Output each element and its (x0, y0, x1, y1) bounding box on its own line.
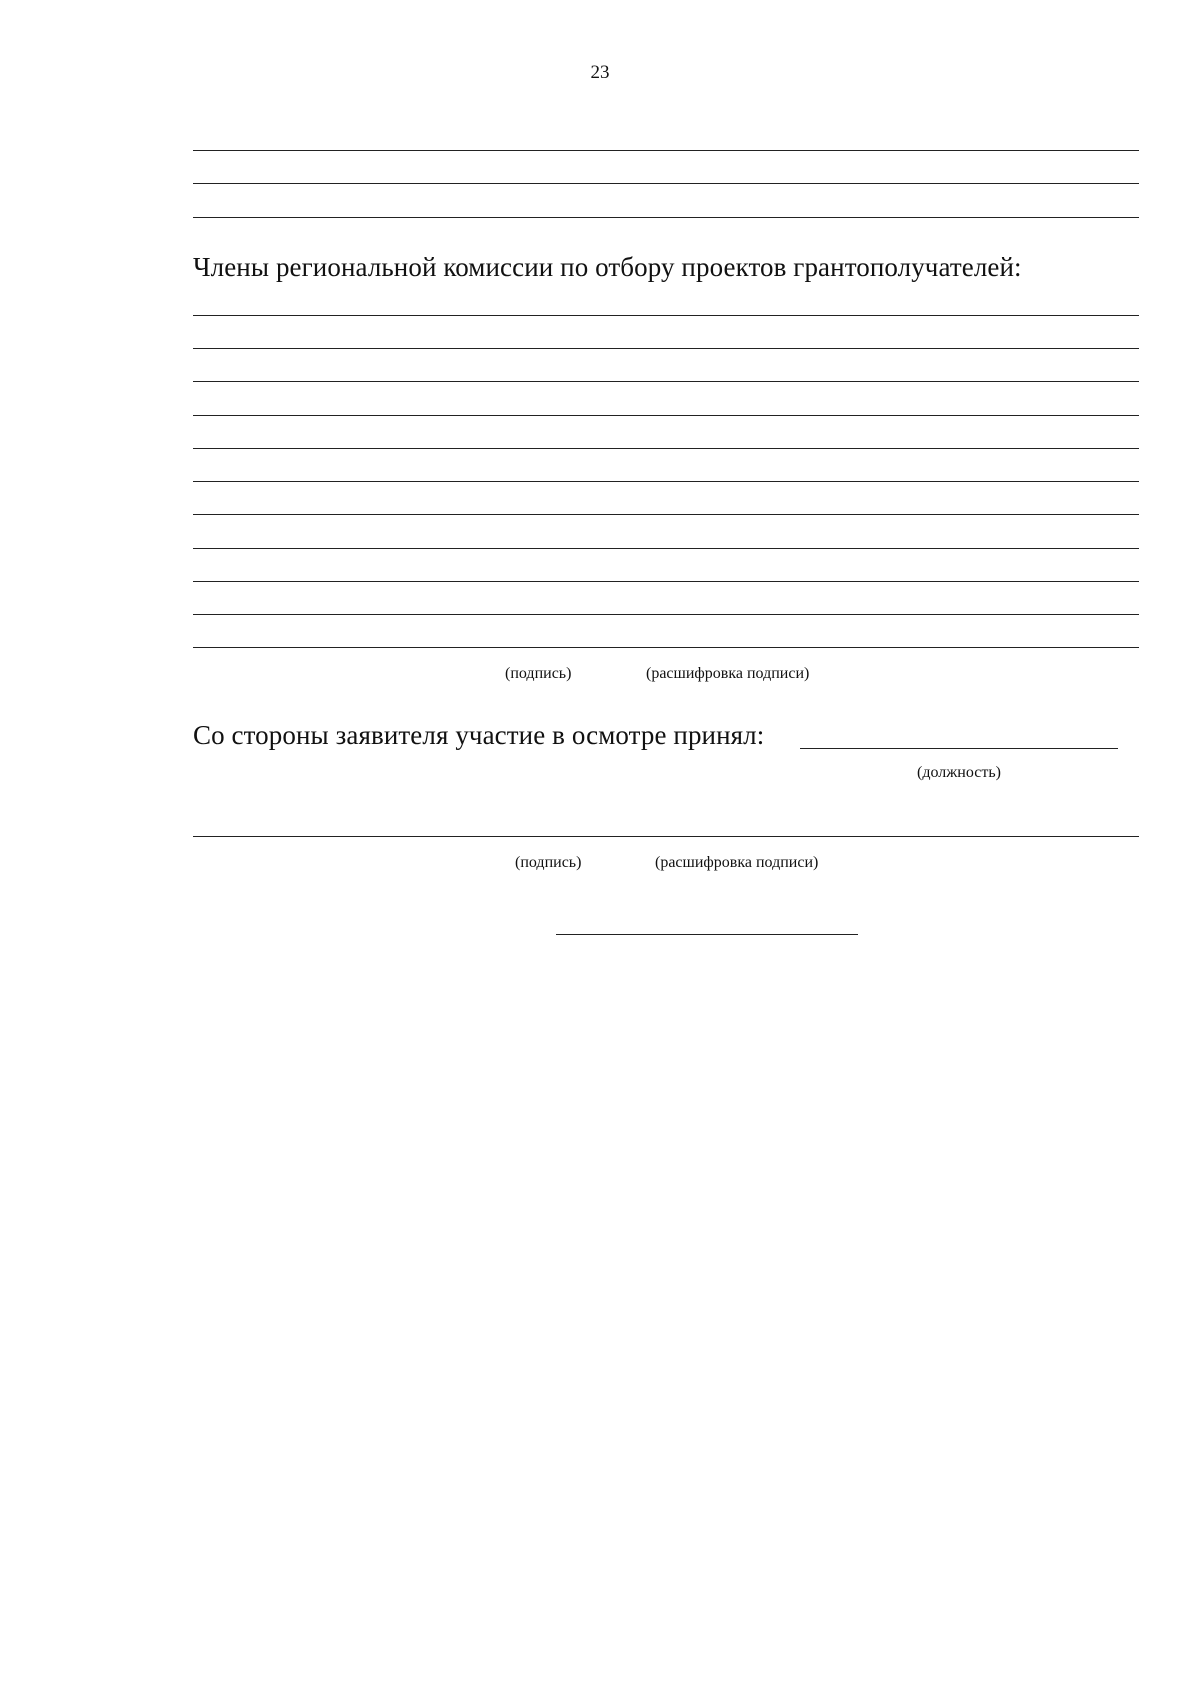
blank-line (193, 150, 1139, 151)
signature-decode-caption: (расшифровка подписи) (646, 665, 810, 682)
blank-line (193, 481, 1139, 482)
position-blank-line (800, 748, 1118, 749)
blank-line (193, 614, 1139, 615)
blank-line (193, 514, 1139, 515)
page-number: 23 (590, 62, 610, 83)
signature-decode-caption: (расшифровка подписи) (655, 854, 819, 871)
blank-line (193, 415, 1139, 416)
commission-heading: Члены региональной комиссии по отбору проектов грантополучателей: (193, 252, 1022, 282)
blank-line (193, 647, 1139, 648)
signature-caption: (подпись) (515, 854, 582, 871)
position-caption: (должность) (917, 764, 1001, 781)
blank-line (193, 381, 1139, 382)
blank-line (193, 315, 1139, 316)
blank-line (193, 217, 1139, 218)
signature-blank-line (193, 836, 1139, 837)
closing-divider (556, 934, 858, 935)
blank-line (193, 348, 1139, 349)
blank-line (193, 448, 1139, 449)
applicant-heading: Со стороны заявителя участие в осмотре принял: (193, 720, 765, 750)
blank-line (193, 183, 1139, 184)
blank-line (193, 581, 1139, 582)
signature-caption: (подпись) (505, 665, 572, 682)
blank-line (193, 548, 1139, 549)
